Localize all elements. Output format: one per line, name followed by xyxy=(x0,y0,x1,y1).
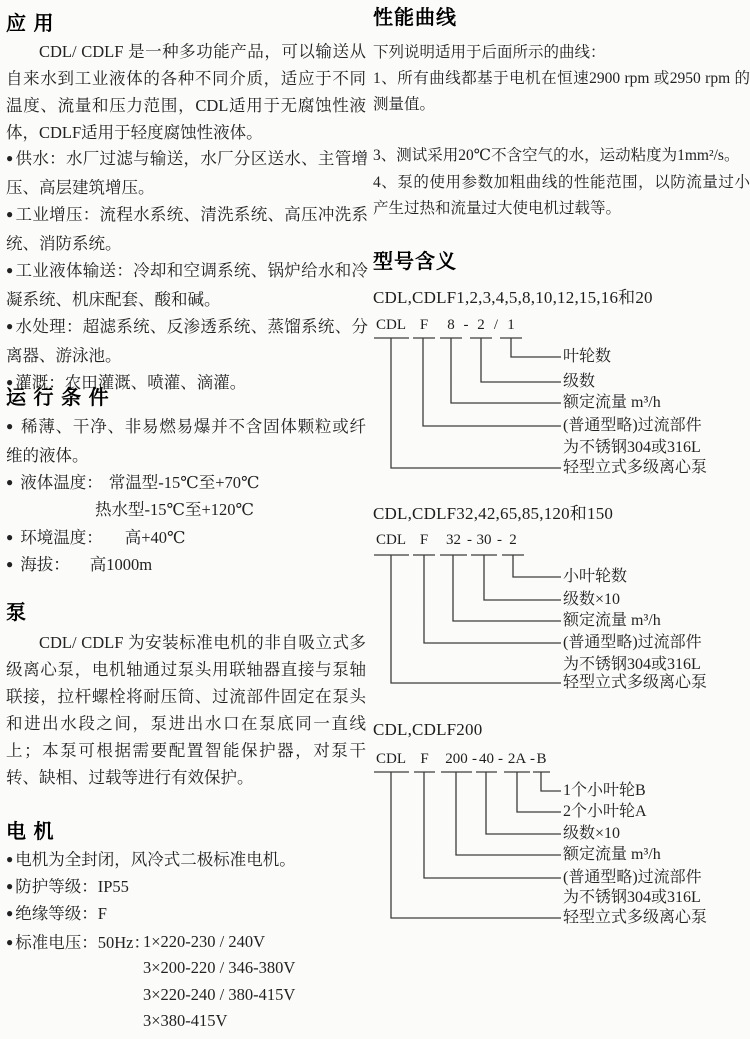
model3-dash-2: - xyxy=(498,751,503,767)
connector-lines xyxy=(374,772,561,918)
model1-code-f: F xyxy=(419,317,429,333)
model2-code-stage: 30 xyxy=(476,532,492,548)
model2-label-pump-type: 轻型立式多级离心泵 xyxy=(563,674,708,691)
model3-dash-3: - xyxy=(530,751,535,767)
model3-dash-1: - xyxy=(472,751,477,767)
model3-code-cdl: CDL xyxy=(376,751,406,767)
application-intro: CDL/ CDLF 是一种多功能产品，可以输送从自来水到工业液体的各种不同介质，适应于不同温度、流量和压力范围，CDL适用于无腐蚀性液体，CDLF适用于轻度腐蚀性液体。 xyxy=(6,42,366,142)
liquid-temp-label: 液体温度： xyxy=(20,473,103,492)
application-bullet-liquid-transfer: ● 工业液体输送：冷却和空调系统、锅炉给水和冷凝系统、机床配套、酸和碱。 xyxy=(6,257,368,313)
voltage-option-4: 3×380-415V xyxy=(143,1011,228,1031)
model1-label-flow: 额定流量 m³/h xyxy=(563,394,661,411)
operating-fluids: ● 稀薄、干净、非易燃易爆并不含固体颗粒或纤维的液体。 xyxy=(6,413,366,469)
motor-bullet-enclosure: ● 电机为全封闭，风冷式二极标准电机。 xyxy=(6,847,368,874)
voltage-option-2: 3×200-220 / 346-380V xyxy=(143,958,296,978)
liquid-temp-hot: 热水型-15℃至+120℃ xyxy=(95,500,254,519)
altitude-value: 高1000m xyxy=(89,555,153,574)
application-bullet-water-supply: ● 供水：水厂过滤与输送，水厂分区送水、主管增压、高层建筑增压。 xyxy=(6,145,368,201)
curves-note-3: 3、测试采用20℃不含空气的水，运动粘度为1mm²/s。 xyxy=(373,147,740,164)
model1-slash: / xyxy=(493,317,499,333)
motor-bullet-protection-class: ● 防护等级：IP55 xyxy=(6,874,368,901)
model3-label-stages: 级数×10 xyxy=(563,825,621,842)
model2-label-material-2: 为不锈钢304或316L xyxy=(563,656,701,673)
model-series-1: CDL,CDLF1,2,3,4,5,8,10,12,15,16和20 xyxy=(373,288,653,307)
model3-code-flow: 200 xyxy=(445,751,468,767)
voltage-list xyxy=(143,929,368,1035)
application-heading: 应 用 xyxy=(6,13,55,35)
liquid-temp-normal: 常温型-15℃至+70℃ xyxy=(108,473,260,492)
model2-bracket-lines xyxy=(373,531,563,691)
model3-label-impeller-a: 2个小叶轮A xyxy=(563,803,647,820)
model3-code-impeller-b: B xyxy=(536,751,547,767)
curves-note-4: 4、泵的使用参数加粗曲线的性能范围，以防流量过小产生过热和流量过大使电机过载等。 xyxy=(373,174,750,217)
model3-code-f: F xyxy=(420,751,429,767)
model3-label-material-2: 为不锈钢304或316L xyxy=(563,889,701,906)
motor-bullet-list xyxy=(6,847,368,928)
pump-heading: 泵 xyxy=(6,602,27,624)
model2-dash-1: - xyxy=(467,532,472,548)
connector-lines xyxy=(374,555,561,683)
model-series-2: CDL,CDLF32,42,65,85,120和150 xyxy=(373,504,614,523)
model3-code-impeller-a: 2A xyxy=(507,751,527,767)
model1-label-pump-type: 轻型立式多级离心泵 xyxy=(563,459,708,476)
model1-label-material-2: 为不锈钢304或316L xyxy=(563,439,701,456)
model3-label-impeller-b: 1个小叶轮B xyxy=(563,782,646,799)
altitude-label: 海拔： xyxy=(20,555,70,574)
model-series-3: CDL,CDLF200 xyxy=(373,720,483,739)
application-bullet-list xyxy=(6,145,368,398)
ambient-temp-line xyxy=(6,524,186,553)
model3-label-material-1: (普通型略)过流部件 xyxy=(563,869,702,886)
motor-heading: 电 机 xyxy=(6,821,55,843)
model1-dash-1: - xyxy=(463,317,469,333)
model2-code-f: F xyxy=(419,532,429,548)
application-bullet-industrial-boost: ● 工业增压：流程水系统、清洗系统、高压冲洗系统、消防系统。 xyxy=(6,201,368,257)
model1-label-material-1: (普通型略)过流部件 xyxy=(563,417,702,434)
model1-label-impellers: 叶轮数 xyxy=(563,348,612,365)
model2-label-flow: 额定流量 m³/h xyxy=(563,612,661,629)
model-meaning-heading: 型号含义 xyxy=(373,251,457,273)
voltage-label: ● 标准电压：50Hz： xyxy=(6,929,150,958)
application-bullet-water-treatment: ● 水处理：超滤系统、反渗透系统、蒸馏系统、分离器、游泳池。 xyxy=(6,313,368,369)
model3-bracket-lines xyxy=(373,750,563,930)
model3-label-flow: 额定流量 m³/h xyxy=(563,846,661,863)
model1-label-stages: 级数 xyxy=(563,373,596,390)
model2-label-stages: 级数×10 xyxy=(563,591,621,608)
application-bullet-irrigation: ● 灌溉：农田灌溉、喷灌、滴灌。 xyxy=(6,369,368,398)
model2-dash-2: - xyxy=(497,532,502,548)
model-diagram-3 xyxy=(373,750,750,935)
model3-code-stage: 40 xyxy=(479,751,494,767)
curves-note-1: 1、所有曲线都基于电机在恒速2900 rpm 或2950 rpm 的测量值。 xyxy=(373,70,750,113)
operating-conditions-heading: 运 行 条 件 xyxy=(6,387,110,409)
liquid-temp-line xyxy=(6,469,259,498)
model-diagram-1 xyxy=(373,316,750,486)
altitude-line xyxy=(6,551,152,580)
right-column xyxy=(373,0,750,1039)
voltage-option-1: 1×220-230 / 240V xyxy=(143,932,266,951)
model3-label-pump-type: 轻型立式多级离心泵 xyxy=(563,909,708,926)
model2-code-flow: 32 xyxy=(446,532,461,548)
model1-code-impeller: 1 xyxy=(507,317,515,333)
left-column xyxy=(6,0,368,1039)
voltage-option-3: 3×220-240 / 380-415V xyxy=(143,984,296,1004)
connector-lines xyxy=(374,338,561,468)
motor-bullet-insulation-class: ● 绝缘等级：F xyxy=(6,901,368,928)
model1-code-flow: 8 xyxy=(447,317,455,333)
model2-label-small-impellers: 小叶轮数 xyxy=(563,568,628,585)
performance-curves-heading: 性能曲线 xyxy=(373,7,457,29)
model2-code-cdl: CDL xyxy=(376,532,406,548)
model2-label-material-1: (普通型略)过流部件 xyxy=(563,634,702,651)
model2-code-impeller: 2 xyxy=(509,532,517,548)
model1-bracket-lines xyxy=(373,316,563,476)
model-diagram-2 xyxy=(373,531,750,701)
ambient-temp-label: 环境温度： xyxy=(20,528,103,547)
curves-intro: 下列说明适用于后面所示的曲线： xyxy=(373,44,606,61)
pump-description: CDL/ CDLF 为安装标准电机的非自吸立式多级离心泵，电机轴通过泵头用联轴器直接与泵轴联接，拉杆螺栓将耐压筒、过流部件固定在泵头和进出水段之间，泵进出水口在泵底同一直线上；本泵可根据需要配置智能保护器，对泵干转、缺相、过载等进行有效保护。 xyxy=(6,633,366,787)
ambient-temp-value: 高+40℃ xyxy=(124,528,186,547)
model1-code-cdl: CDL xyxy=(376,317,406,333)
model1-code-stage: 2 xyxy=(477,317,485,333)
